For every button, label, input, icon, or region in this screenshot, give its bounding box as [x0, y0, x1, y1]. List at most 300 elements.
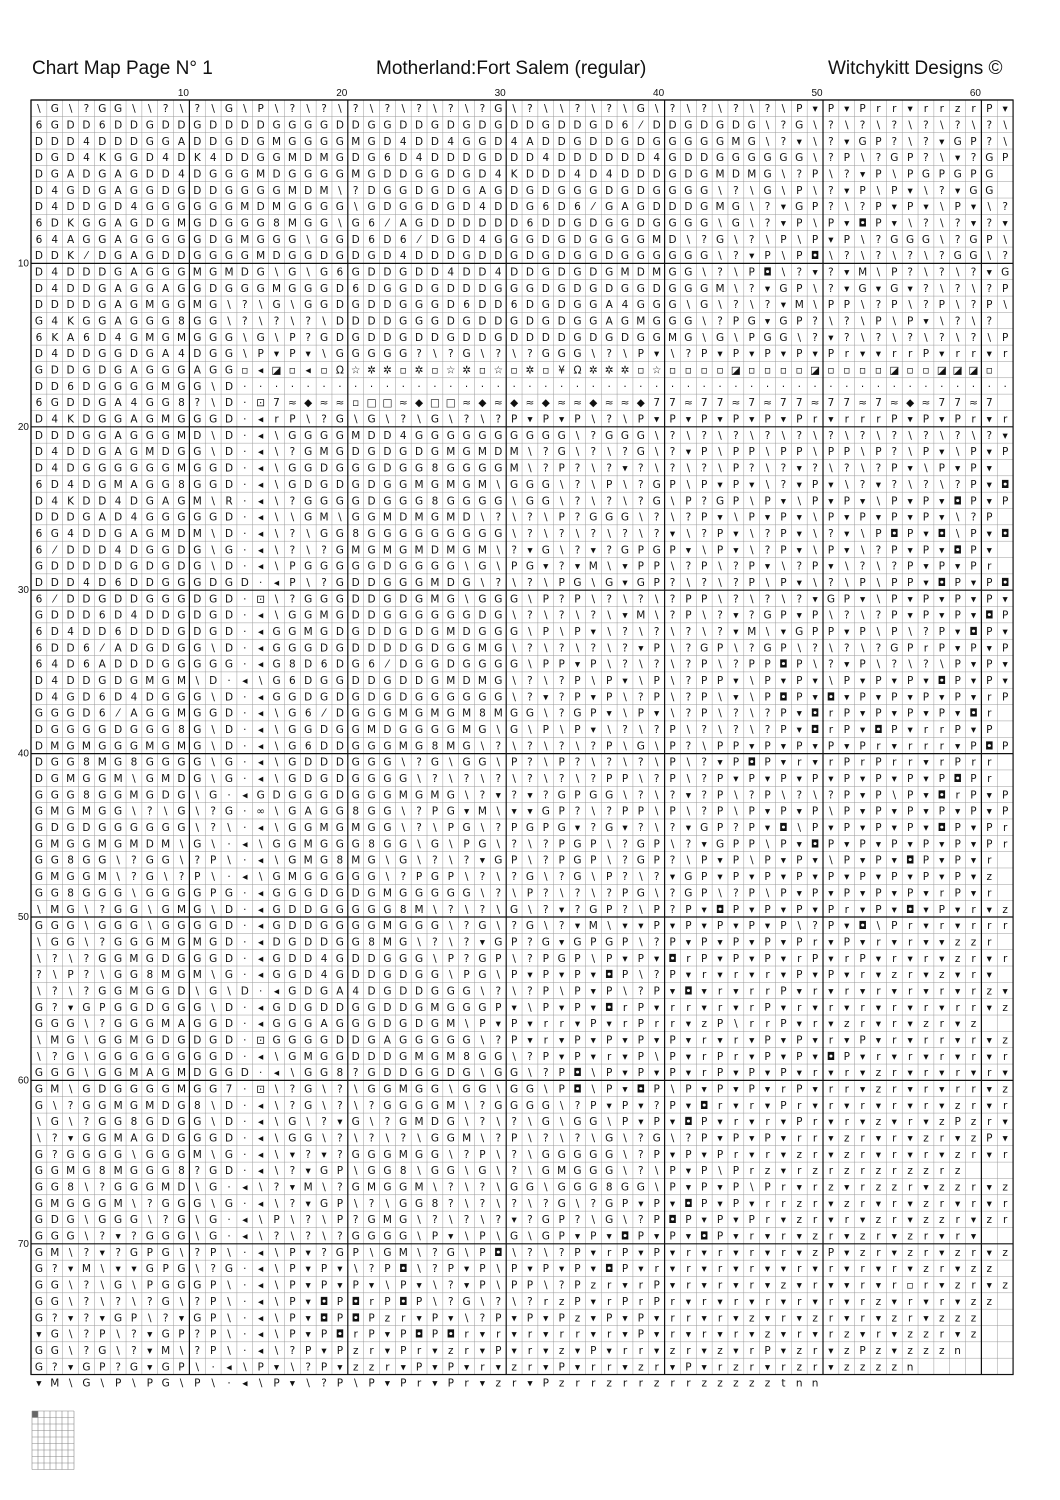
chart-cell-symbol: G: [716, 136, 724, 148]
chart-cell-symbol: D: [241, 136, 249, 148]
chart-cell-symbol: P: [986, 512, 992, 524]
chart-cell-symbol: ▾: [1003, 985, 1009, 997]
chart-cell-symbol: \: [734, 512, 738, 524]
chart-cell-symbol: D: [98, 332, 106, 344]
chart-cell-symbol: \: [275, 528, 279, 540]
chart-cell-symbol: \: [37, 103, 41, 115]
chart-cell-symbol: D: [193, 430, 201, 442]
chart-cell-symbol: P: [194, 1378, 200, 1390]
chart-cell-symbol: ·: [243, 757, 246, 769]
chart-cell-symbol: G: [177, 234, 185, 246]
chart-cell-symbol: ▾: [907, 1067, 913, 1079]
chart-cell-symbol: D: [209, 217, 217, 229]
chart-cell-symbol: D: [82, 299, 90, 311]
chart-cell-symbol: r: [829, 724, 834, 736]
chart-cell-symbol: P: [939, 904, 945, 916]
chart-cell-symbol: ?: [575, 103, 581, 115]
chart-cell-symbol: A: [115, 299, 123, 311]
chart-cell-symbol: \: [592, 593, 596, 605]
chart-cell-symbol: ▾: [955, 463, 961, 475]
chart-cell-symbol: D: [478, 332, 486, 344]
chart-cell-symbol: ▾: [797, 1312, 803, 1324]
chart-cell-symbol: ▾: [622, 1329, 628, 1341]
chart-cell-symbol: ▾: [527, 806, 533, 818]
chart-cell-symbol: ▾: [670, 1263, 676, 1275]
chart-cell-symbol: ▾: [511, 1312, 517, 1324]
chart-cell-symbol: P: [859, 512, 865, 524]
chart-cell-symbol: ?: [353, 1067, 359, 1079]
chart-cell-symbol: ▾: [844, 659, 850, 671]
chart-cell-symbol: \: [338, 103, 342, 115]
chart-cell-symbol: \: [718, 577, 722, 589]
chart-cell-symbol: r: [892, 1214, 897, 1226]
chart-cell-symbol: ·: [243, 936, 246, 948]
chart-cell-symbol: 6: [574, 201, 581, 213]
chart-cell-symbol: ▾: [844, 1002, 850, 1014]
chart-cell-symbol: ▾: [702, 904, 708, 916]
chart-cell-symbol: z: [1002, 1002, 1008, 1014]
chart-cell-symbol: \: [465, 789, 469, 801]
chart-cell-symbol: M: [478, 544, 487, 556]
chart-cell-symbol: G: [177, 757, 185, 769]
chart-cell-symbol: ◂: [258, 626, 264, 638]
chart-cell-symbol: ▾: [749, 1034, 755, 1046]
chart-cell-symbol: D: [589, 332, 597, 344]
chart-cell-symbol: ▾: [686, 1034, 692, 1046]
chart-cell-symbol: ◘: [938, 577, 946, 589]
chart-cell-symbol: G: [510, 1100, 518, 1112]
chart-cell-symbol: ?: [543, 1067, 549, 1079]
chart-cell-symbol: \: [655, 463, 659, 475]
chart-cell-symbol: G: [637, 299, 645, 311]
chart-cell-symbol: r: [813, 1149, 818, 1161]
chart-cell-symbol: ?: [876, 299, 882, 311]
chart-cell-symbol: ?: [84, 103, 90, 115]
chart-cell-symbol: \: [69, 1345, 73, 1357]
chart-cell-symbol: 7: [780, 397, 787, 409]
chart-cell-symbol: M: [145, 446, 154, 458]
chart-cell-symbol: P: [844, 234, 850, 246]
chart-cell-symbol: P: [511, 757, 517, 769]
chart-cell-symbol: \: [449, 969, 453, 981]
chart-cell-symbol: D: [700, 119, 708, 131]
chart-cell-symbol: ·: [782, 381, 785, 393]
chart-cell-symbol: r: [765, 1214, 770, 1226]
chart-cell-symbol: G: [352, 626, 360, 638]
chart-cell-symbol: G: [98, 299, 106, 311]
chart-cell-symbol: \: [687, 430, 691, 442]
chart-cell-symbol: D: [383, 234, 391, 246]
chart-cell-symbol: G: [51, 1018, 59, 1030]
chart-cell-symbol: ▫: [669, 365, 676, 377]
chart-cell-symbol: G: [193, 250, 201, 262]
chart-cell-symbol: D: [399, 691, 407, 703]
chart-cell-symbol: G: [352, 1182, 360, 1194]
chart-cell-symbol: ?: [559, 871, 565, 883]
chart-cell-symbol: 7: [748, 397, 755, 409]
chart-cell-symbol: \: [481, 1214, 485, 1226]
chart-cell-symbol: P: [780, 1100, 786, 1112]
chart-cell-symbol: \: [877, 430, 881, 442]
chart-cell-symbol: ⁄: [590, 201, 596, 213]
chart-cell-symbol: G: [320, 1067, 328, 1079]
chart-cell-symbol: P: [717, 675, 723, 687]
chart-cell-symbol: G: [399, 887, 407, 899]
chart-cell-symbol: P: [907, 773, 913, 785]
chart-cell-symbol: ▾: [68, 1361, 74, 1373]
chart-cell-symbol: G: [304, 495, 312, 507]
chart-cell-symbol: ·: [243, 1263, 246, 1275]
chart-cell-symbol: P: [859, 953, 865, 965]
chart-cell-symbol: \: [702, 544, 706, 556]
chart-cell-symbol: ?: [559, 642, 565, 654]
chart-cell-symbol: G: [272, 119, 280, 131]
chart-cell-symbol: 6: [67, 381, 74, 393]
chart-cell-symbol: ◂: [258, 887, 264, 899]
chart-cell-symbol: r: [750, 1263, 755, 1275]
chart-cell-symbol: \: [750, 201, 754, 213]
chart-cell-symbol: ?: [891, 430, 897, 442]
chart-cell-symbol: G: [383, 757, 391, 769]
chart-cell-symbol: P: [717, 642, 723, 654]
chart-cell-symbol: \: [607, 561, 611, 573]
chart-cell-symbol: G: [288, 691, 296, 703]
chart-cell-symbol: ▾: [923, 675, 929, 687]
chart-cell-symbol: G: [510, 283, 518, 295]
chart-cell-symbol: P: [701, 953, 707, 965]
chart-cell-symbol: ▫: [542, 365, 549, 377]
chart-cell-symbol: D: [352, 577, 360, 589]
chart-cell-symbol: ·: [417, 381, 420, 393]
chart-cell-symbol: G: [589, 1165, 597, 1177]
chart-cell-symbol: ◘: [779, 659, 787, 671]
chart-cell-symbol: G: [542, 479, 550, 491]
chart-cell-symbol: ◆: [304, 397, 313, 409]
chart-cell-symbol: \: [687, 234, 691, 246]
chart-cell-symbol: G: [700, 283, 708, 295]
chart-cell-symbol: \: [940, 659, 944, 671]
chart-cell-symbol: ▾: [860, 985, 866, 997]
chart-cell-symbol: ▾: [923, 1312, 929, 1324]
chart-cell-symbol: P: [764, 1034, 770, 1046]
chart-cell-symbol: D: [510, 152, 518, 164]
chart-cell-symbol: G: [415, 610, 423, 622]
chart-cell-symbol: G: [700, 642, 708, 654]
chart-cell-symbol: ·: [243, 1002, 246, 1014]
chart-cell-symbol: ▾: [559, 1002, 565, 1014]
chart-cell-symbol: M: [383, 512, 392, 524]
chart-cell-symbol: ·: [227, 871, 230, 883]
chart-cell-symbol: r: [924, 1280, 929, 1292]
chart-cell-symbol: \: [275, 544, 279, 556]
chart-cell-symbol: \: [797, 920, 801, 932]
chart-cell-symbol: G: [130, 299, 138, 311]
chart-cell-symbol: r: [813, 985, 818, 997]
chart-cell-symbol: ◘: [938, 789, 946, 801]
chart-cell-symbol: G: [447, 1116, 455, 1128]
chart-cell-symbol: z: [812, 1247, 818, 1259]
chart-cell-symbol: \: [306, 544, 310, 556]
chart-cell-symbol: G: [352, 512, 360, 524]
chart-cell-symbol: G: [193, 904, 201, 916]
chart-cell-symbol: G: [209, 201, 217, 213]
chart-cell-symbol: 6: [305, 740, 312, 752]
chart-cell-symbol: D: [478, 266, 486, 278]
chart-cell-symbol: 7: [986, 397, 993, 409]
chart-cell-symbol: P: [654, 577, 660, 589]
chart-cell-symbol: D: [67, 348, 75, 360]
chart-cell-symbol: ◘: [1001, 528, 1009, 540]
chart-cell-symbol: ?: [543, 887, 549, 899]
chart-cell-symbol: z: [939, 1214, 945, 1226]
chart-cell-symbol: G: [241, 168, 249, 180]
chart-cell-symbol: D: [478, 217, 486, 229]
chart-cell-symbol: ?: [495, 1296, 501, 1308]
chart-cell-symbol: P: [923, 446, 929, 458]
chart-cell-symbol: ▾: [702, 1345, 708, 1357]
chart-cell-symbol: G: [605, 789, 613, 801]
chart-cell-symbol: ·: [243, 1051, 246, 1063]
chart-cell-symbol: D: [352, 1051, 360, 1063]
chart-cell-symbol: G: [367, 871, 375, 883]
chart-cell-symbol: \: [623, 740, 627, 752]
chart-cell-symbol: G: [653, 250, 661, 262]
chart-cell-symbol: ?: [638, 1149, 644, 1161]
chart-cell-symbol: \: [544, 871, 548, 883]
chart-cell-symbol: P: [796, 1083, 802, 1095]
chart-cell-symbol: ?: [923, 119, 929, 131]
chart-cell-symbol: G: [510, 593, 518, 605]
chart-cell-symbol: G: [526, 708, 534, 720]
chart-cell-symbol: r: [971, 1198, 976, 1210]
chart-cell-symbol: M: [82, 1263, 91, 1275]
chart-cell-symbol: \: [576, 610, 580, 622]
chart-cell-symbol: ▾: [765, 1247, 771, 1259]
chart-cell-symbol: ▾: [432, 1378, 438, 1390]
chart-cell-symbol: P: [764, 1002, 770, 1014]
chart-cell-symbol: 6: [115, 626, 122, 638]
chart-cell-symbol: G: [383, 773, 391, 785]
chart-cell-symbol: ?: [591, 528, 597, 540]
chart-cell-symbol: ▾: [923, 1051, 929, 1063]
chart-cell-symbol: ▾: [670, 528, 676, 540]
chart-cell-symbol: D: [162, 119, 170, 131]
chart-cell-symbol: ▾: [385, 1329, 391, 1341]
chart-cell-symbol: ?: [812, 332, 818, 344]
chart-cell-symbol: P: [764, 675, 770, 687]
chart-cell-symbol: G: [130, 316, 138, 328]
chart-cell-symbol: ▾: [781, 1116, 787, 1128]
chart-cell-symbol: D: [684, 168, 692, 180]
chart-cell-symbol: G: [447, 593, 455, 605]
chart-cell-symbol: \: [227, 316, 231, 328]
chart-cell-symbol: G: [779, 316, 787, 328]
chart-cell-symbol: \: [196, 806, 200, 818]
chart-cell-symbol: ▾: [36, 1378, 42, 1390]
chart-cell-symbol: ?: [891, 119, 897, 131]
chart-cell-symbol: 4: [67, 626, 74, 638]
chart-cell-symbol: G: [320, 904, 328, 916]
chart-cell-symbol: \: [544, 708, 548, 720]
chart-cell-symbol: G: [209, 659, 217, 671]
chart-cell-symbol: \: [877, 659, 881, 671]
chart-cell-symbol: ·: [243, 1018, 246, 1030]
chart-cell-symbol: M: [161, 381, 170, 393]
chart-cell-symbol: G: [114, 936, 122, 948]
chart-cell-symbol: P: [749, 659, 755, 671]
chart-cell-symbol: \: [544, 512, 548, 524]
chart-cell-symbol: G: [82, 724, 90, 736]
chart-cell-symbol: P: [543, 659, 549, 671]
chart-cell-symbol: G: [779, 152, 787, 164]
chart-cell-symbol: D: [463, 283, 471, 295]
chart-cell-symbol: P: [543, 822, 549, 834]
chart-cell-symbol: P: [939, 708, 945, 720]
chart-cell-symbol: \: [639, 724, 643, 736]
chart-cell-symbol: r: [987, 887, 992, 899]
chart-cell-symbol: \: [370, 1247, 374, 1259]
chart-cell-symbol: ⊡: [256, 593, 265, 605]
chart-cell-symbol: ?: [337, 1083, 343, 1095]
chart-cell-symbol: r: [750, 1280, 755, 1292]
chart-cell-symbol: ?: [923, 136, 929, 148]
chart-cell-symbol: D: [82, 168, 90, 180]
chart-cell-symbol: ?: [876, 544, 882, 556]
chart-cell-symbol: ?: [955, 430, 961, 442]
chart-cell-symbol: G: [716, 234, 724, 246]
chart-cell-symbol: ▾: [971, 593, 977, 605]
chart-cell-symbol: ▾: [939, 871, 945, 883]
chart-cell-symbol: r: [607, 1329, 612, 1341]
chart-cell-symbol: G: [288, 283, 296, 295]
chart-cell-symbol: \: [497, 479, 501, 491]
chart-cell-symbol: G: [177, 512, 185, 524]
chart-cell-symbol: P: [796, 871, 802, 883]
chart-cell-symbol: ▾: [1003, 659, 1009, 671]
chart-cell-symbol: M: [351, 168, 360, 180]
chart-cell-symbol: ▾: [654, 1231, 660, 1243]
chart-cell-symbol: \: [592, 806, 596, 818]
chart-cell-symbol: ?: [733, 887, 739, 899]
chart-cell-symbol: G: [114, 969, 122, 981]
chart-cell-symbol: P: [654, 1116, 660, 1128]
chart-cell-symbol: G: [637, 740, 645, 752]
chart-cell-symbol: G: [162, 234, 170, 246]
chart-cell-symbol: G: [162, 740, 170, 752]
chart-cell-symbol: ◂: [242, 1214, 248, 1226]
chart-cell-symbol: D: [494, 446, 502, 458]
chart-cell-symbol: D: [447, 217, 455, 229]
chart-cell-symbol: G: [383, 119, 391, 131]
chart-cell-symbol: ▾: [781, 1263, 787, 1275]
chart-cell-symbol: G: [526, 201, 534, 213]
chart-cell-symbol: r: [829, 708, 834, 720]
chart-cell-symbol: G: [177, 936, 185, 948]
chart-cell-symbol: z: [923, 1165, 929, 1177]
chart-cell-symbol: G: [114, 1083, 122, 1095]
chart-cell-symbol: P: [859, 103, 865, 115]
chart-cell-symbol: D: [304, 675, 312, 687]
chart-cell-symbol: ▾: [892, 1051, 898, 1063]
chart-cell-symbol: D: [35, 757, 43, 769]
chart-cell-symbol: \: [592, 757, 596, 769]
chart-cell-symbol: z: [844, 1133, 850, 1145]
chart-cell-symbol: ?: [527, 773, 533, 785]
chart-cell-symbol: P: [717, 1018, 723, 1030]
chart-cell-symbol: M: [161, 1182, 170, 1194]
chart-cell-symbol: P: [685, 920, 691, 932]
chart-cell-symbol: D: [304, 659, 312, 671]
chart-cell-symbol: G: [177, 789, 185, 801]
chart-cell-symbol: r: [987, 561, 992, 573]
chart-cell-symbol: 4: [131, 610, 138, 622]
chart-cell-symbol: \: [148, 1214, 152, 1226]
chart-cell-symbol: D: [336, 773, 344, 785]
chart-cell-symbol: P: [764, 1051, 770, 1063]
chart-cell-symbol: P: [416, 1361, 422, 1373]
chart-cell-symbol: ?: [290, 544, 296, 556]
chart-cell-symbol: G: [447, 708, 455, 720]
chart-cell-symbol: z: [717, 1345, 723, 1357]
chart-cell-symbol: G: [51, 708, 59, 720]
chart-cell-symbol: ▾: [828, 1280, 834, 1292]
chart-cell-symbol: G: [415, 1002, 423, 1014]
chart-cell-symbol: G: [399, 1116, 407, 1128]
chart-cell-symbol: ?: [385, 103, 391, 115]
chart-cell-symbol: G: [162, 316, 170, 328]
chart-cell-symbol: ▾: [702, 985, 708, 997]
chart-cell-symbol: G: [336, 544, 344, 556]
chart-cell-symbol: ·: [576, 381, 579, 393]
chart-cell-symbol: P: [654, 1296, 660, 1308]
chart-cell-symbol: M: [129, 789, 138, 801]
chart-cell-symbol: \: [275, 479, 279, 491]
chart-cell-symbol: G: [795, 119, 803, 131]
chart-cell-symbol: G: [463, 136, 471, 148]
chart-cell-symbol: r: [955, 1231, 960, 1243]
chart-cell-symbol: P: [448, 1361, 454, 1373]
chart-cell-symbol: ?: [923, 283, 929, 295]
chart-cell-symbol: ?: [495, 740, 501, 752]
chart-cell-symbol: G: [605, 332, 613, 344]
chart-cell-symbol: r: [987, 691, 992, 703]
chart-cell-symbol: \: [101, 969, 105, 981]
chart-cell-symbol: P: [574, 1296, 580, 1308]
chart-cell-symbol: P: [717, 1051, 723, 1063]
chart-cell-symbol: \: [101, 1378, 105, 1390]
chart-cell-symbol: ?: [195, 1329, 201, 1341]
chart-cell-symbol: ▾: [860, 1083, 866, 1095]
chart-cell-symbol: 8: [368, 838, 375, 850]
chart-cell-symbol: ▾: [781, 299, 787, 311]
chart-cell-symbol: P: [828, 838, 834, 850]
chart-cell-symbol: G: [352, 838, 360, 850]
chart-cell-symbol: P: [891, 512, 897, 524]
chart-cell-symbol: ◘: [779, 822, 787, 834]
chart-cell-symbol: D: [82, 561, 90, 573]
chart-cell-symbol: r: [1003, 1100, 1008, 1112]
chart-cell-symbol: \: [243, 348, 247, 360]
chart-cell-symbol: G: [431, 659, 439, 671]
chart-cell-symbol: G: [146, 1116, 154, 1128]
chart-cell-symbol: ?: [876, 610, 882, 622]
chart-cell-symbol: G: [193, 577, 201, 589]
chart-cell-symbol: ·: [243, 724, 246, 736]
chart-cell-symbol: ·: [243, 969, 246, 981]
chart-cell-symbol: \: [544, 610, 548, 622]
chart-cell-symbol: ?: [987, 430, 993, 442]
chart-cell-symbol: ▾: [923, 316, 929, 328]
